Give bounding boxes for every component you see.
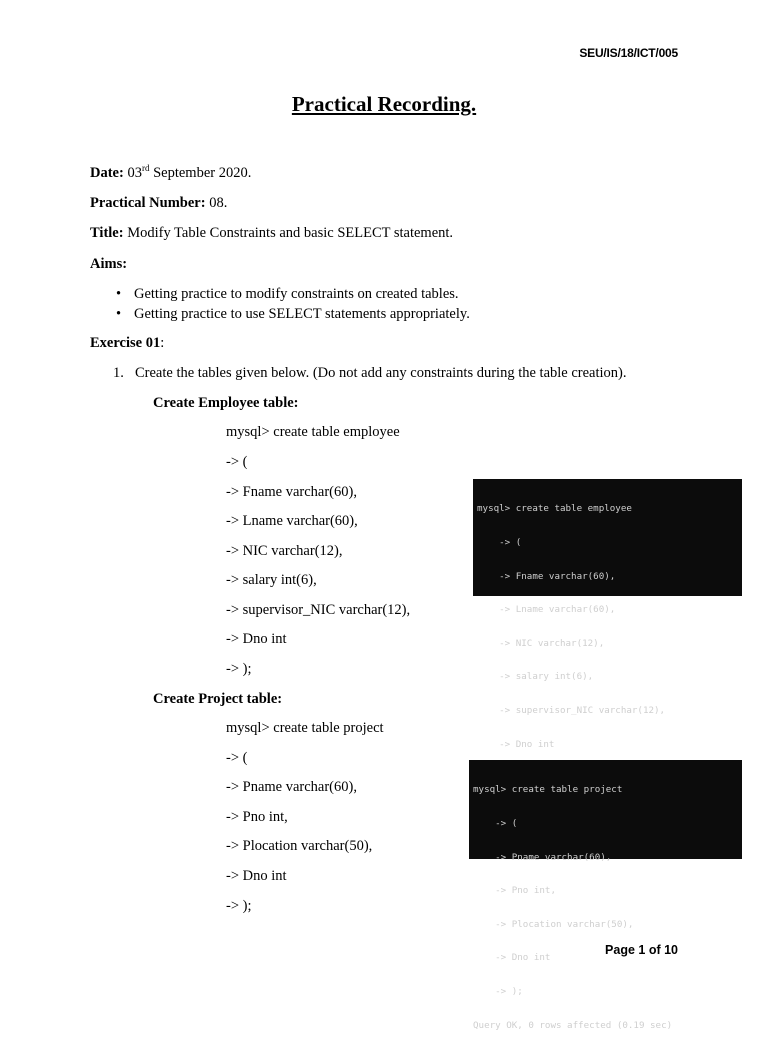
document-id: SEU/IS/18/ICT/005 — [579, 46, 678, 60]
exercise-item-text: Create the tables given below. (Do not add any constraints during the table creation). — [135, 365, 627, 381]
terminal-line: -> ); — [473, 985, 523, 997]
exercise-heading — [90, 334, 164, 352]
aim-text: Getting practice to use SELECT statements appropriately. — [134, 306, 470, 322]
title-line — [90, 224, 453, 242]
practical-number-label: Practical Number: — [90, 195, 206, 211]
terminal-line: -> NIC varchar(12), — [477, 637, 605, 649]
exercise-colon: : — [160, 335, 165, 351]
terminal-line: -> Pname varchar(60), — [473, 851, 612, 863]
sql-line: -> Dno int — [226, 868, 287, 884]
terminal-line: Query OK, 0 rows affected (0.19 sec) — [473, 1019, 673, 1031]
practical-number-value: 08. — [205, 195, 228, 211]
sql-line: -> salary int(6), — [226, 572, 317, 588]
bullet-icon: • — [116, 306, 122, 322]
aims-heading — [90, 255, 127, 273]
sql-line: -> Pname varchar(60), — [226, 779, 357, 795]
employee-heading: Create Employee table: — [153, 395, 299, 411]
aim-item — [90, 305, 470, 323]
date-line — [90, 164, 251, 182]
sql-line: -> Fname varchar(60), — [226, 484, 357, 500]
sql-line: -> Plocation varchar(50), — [226, 838, 373, 854]
exercise-item-number: 1. — [113, 365, 124, 381]
aim-item — [90, 285, 459, 303]
page-number: Page 1 of 10 — [605, 943, 678, 957]
terminal-line: -> Plocation varchar(50), — [473, 918, 634, 930]
terminal-line: -> supervisor_NIC varchar(12), — [477, 704, 666, 716]
sql-line: -> ); — [226, 898, 252, 914]
title-value: Modify Table Constraints and basic SELECT statement. — [123, 225, 454, 241]
sql-line: mysql> create table employee — [226, 424, 400, 440]
employee-terminal-screenshot — [473, 479, 742, 750]
terminal-line: -> Dno int — [473, 952, 551, 964]
date-day: 03 — [127, 165, 142, 181]
page-title: Practical Recording. — [291, 92, 477, 116]
terminal-line: -> ( — [473, 818, 518, 829]
terminal-line: -> salary int(6), — [477, 671, 594, 683]
terminal-line: -> Pno int, — [473, 885, 556, 897]
terminal-line: mysql> create table project — [473, 784, 623, 796]
sql-line: -> Dno int — [226, 631, 287, 647]
aim-text: Getting practice to modify constraints on created tables. — [134, 286, 459, 302]
exercise-label: Exercise 01 — [90, 335, 161, 351]
sql-line: -> ); — [226, 661, 252, 677]
terminal-line: -> ( — [477, 537, 522, 548]
sql-line: -> Pno int, — [226, 809, 288, 825]
practical-number-line — [90, 194, 227, 212]
aims-label: Aims: — [90, 256, 128, 272]
exercise-item — [90, 364, 627, 382]
project-heading: Create Project table: — [153, 691, 283, 707]
sql-line: mysql> create table project — [226, 720, 384, 736]
sql-line: -> ( — [226, 750, 248, 766]
sql-line: -> NIC varchar(12), — [226, 543, 343, 559]
terminal-line: -> Dno int — [477, 738, 555, 750]
date-label: Date: — [90, 165, 124, 181]
title-label: Title: — [90, 225, 124, 241]
date-rest: September 2020. — [149, 165, 252, 181]
terminal-line: -> Lname varchar(60), — [477, 604, 616, 616]
sql-line: -> ( — [226, 454, 248, 470]
sql-line: -> Lname varchar(60), — [226, 513, 358, 529]
terminal-line: mysql> create table employee — [477, 503, 632, 515]
terminal-line: -> Fname varchar(60), — [477, 570, 616, 582]
date-suffix: rd — [141, 163, 150, 173]
sql-line: -> supervisor_NIC varchar(12), — [226, 602, 411, 618]
bullet-icon: • — [116, 286, 122, 302]
